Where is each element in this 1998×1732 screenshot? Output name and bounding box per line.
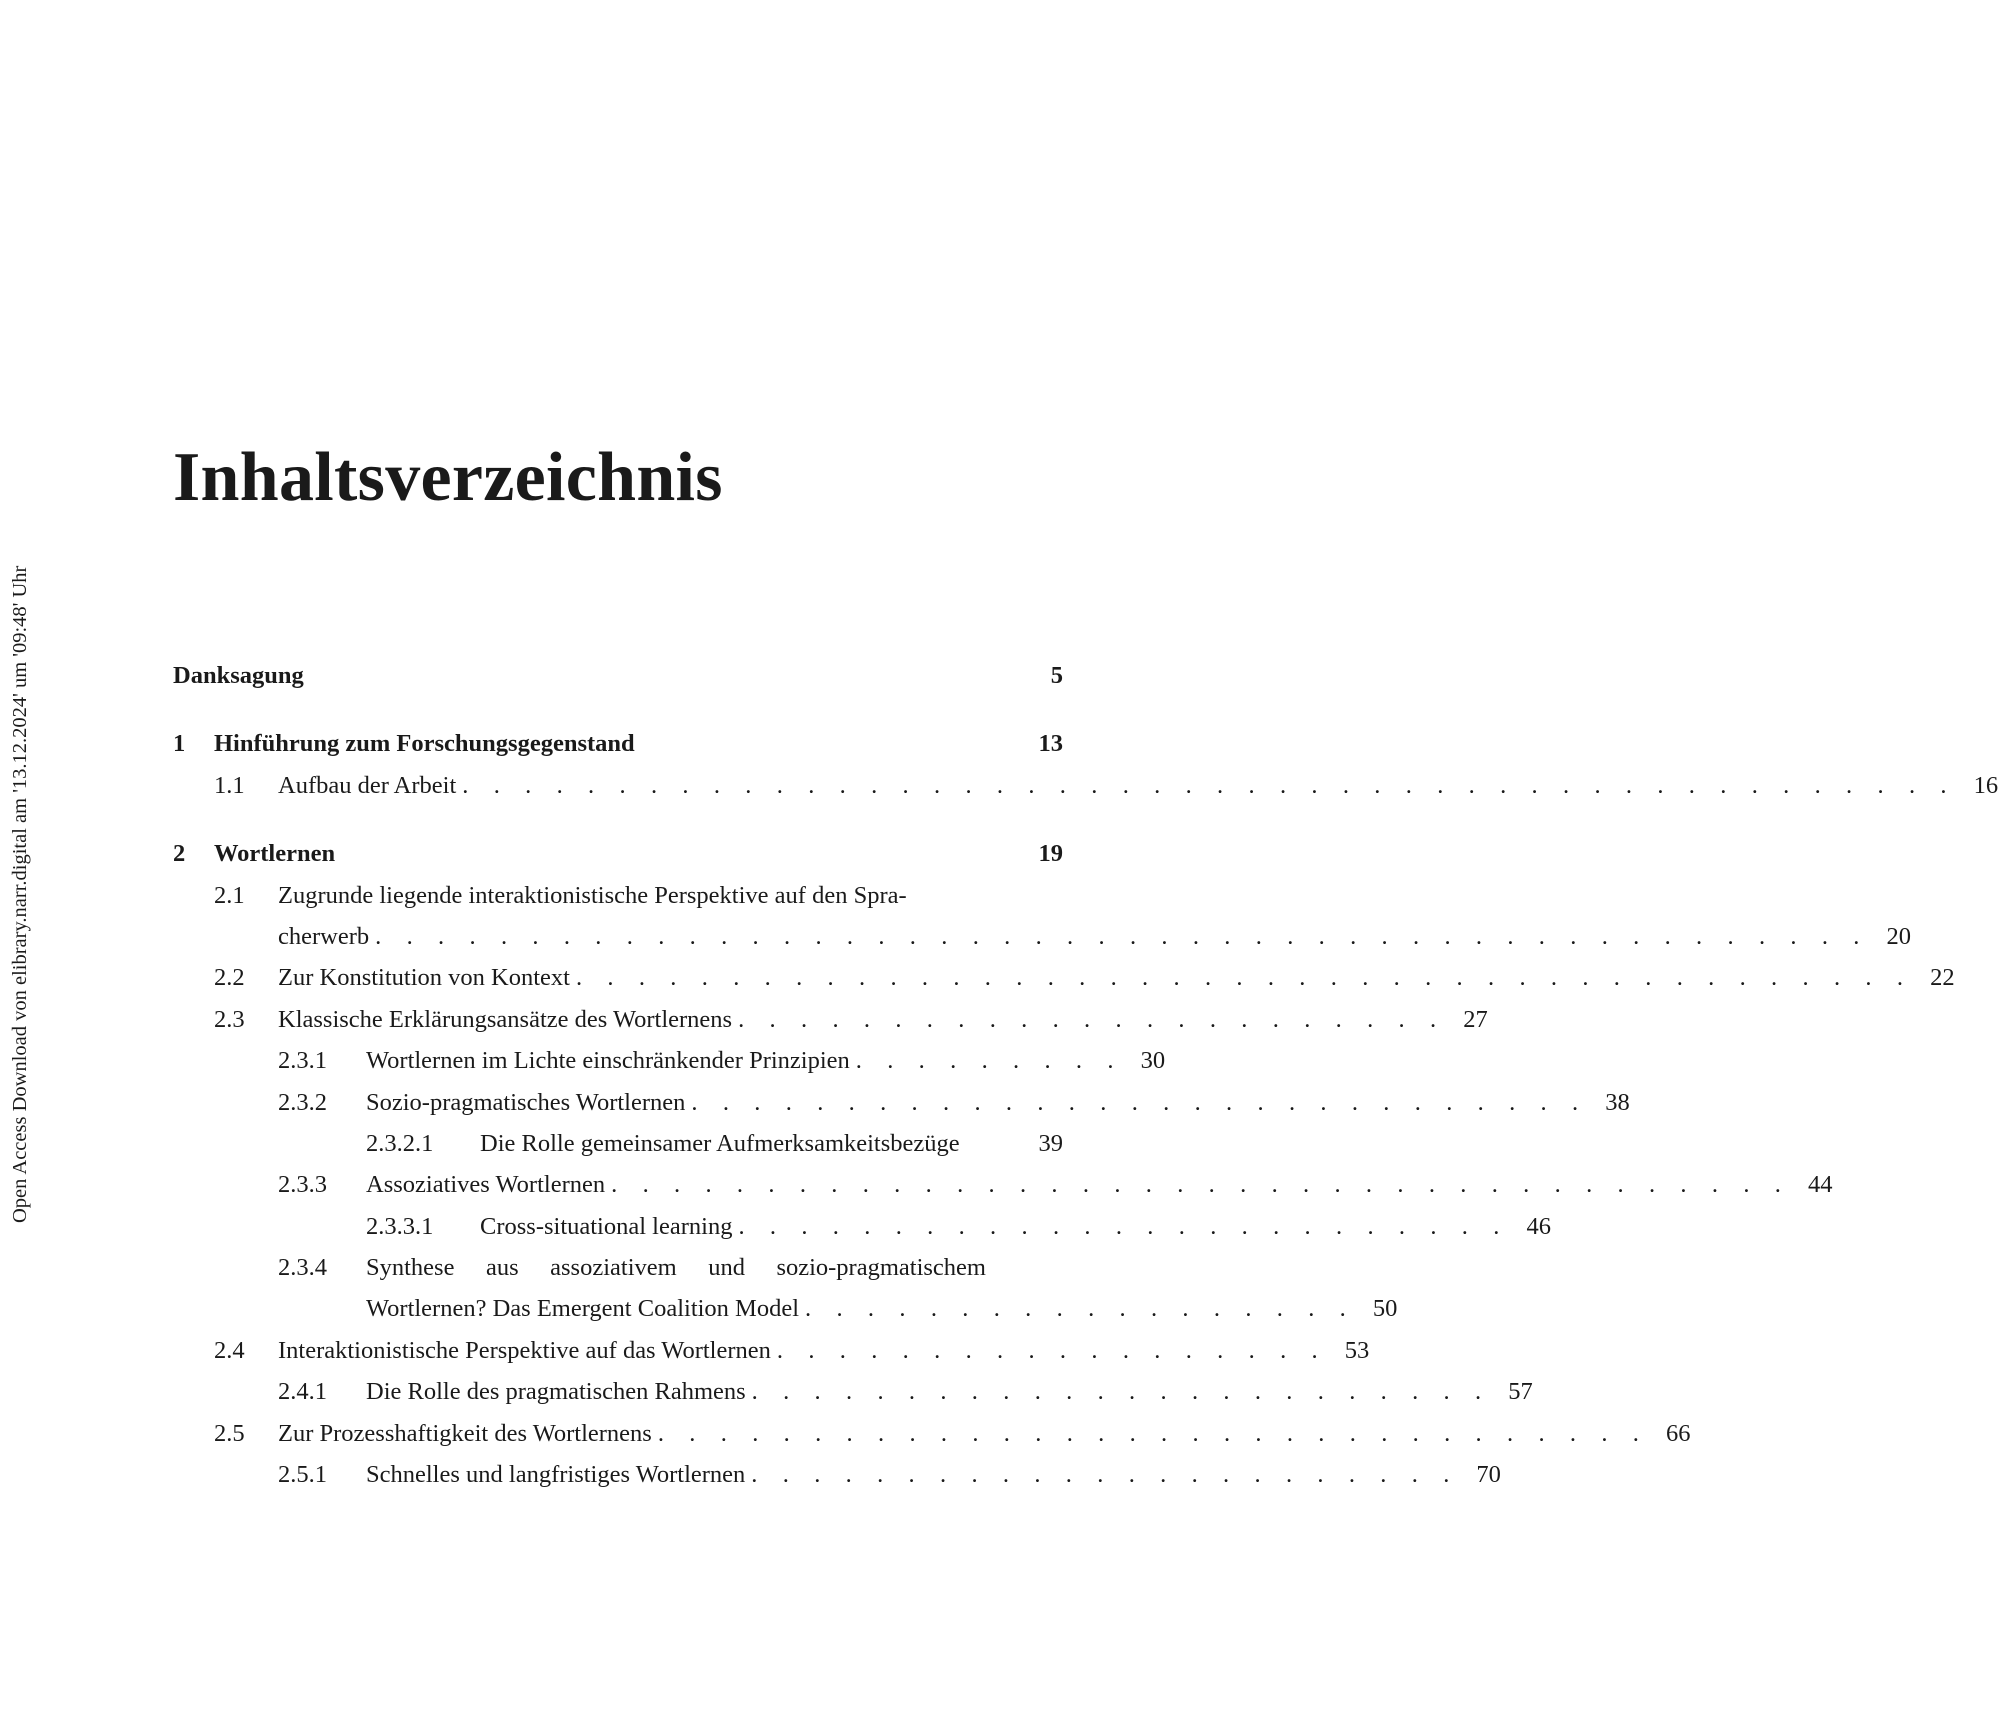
dot-leader: . . . . . . . . . . . . . . . . . . . . . . . . . . . . . . . . — [657, 1419, 1649, 1447]
dot-leader: . . . . . . . . . . . . . . . . . . . . . . . — [751, 1461, 1459, 1489]
toc-entry-title: Cross-situational learning — [480, 1212, 733, 1240]
toc-entry-title-line1: Zugrunde liegende interaktionistische Perspektive auf den Spra- — [278, 881, 907, 909]
toc-entry-title: Danksagung — [173, 662, 304, 689]
toc-entry-2-3-4[interactable] — [173, 1247, 1398, 1330]
download-watermark-text: Open Access Download von elibrary.narr.digital am '13.12.2024' um '09:48' Uhr — [9, 565, 31, 1223]
dot-leader: . . . . . . . . . . . . . . . . . . . . . . . . . . . . . — [691, 1088, 1588, 1116]
toc-entry-number: 2.4.1 — [278, 1378, 327, 1406]
download-watermark — [7, 507, 33, 1223]
toc-entry-page: 13 — [1038, 730, 1063, 758]
toc-entry-1-1[interactable] — [173, 765, 1998, 806]
dot-leader: . . . . . . . . . . . . . . . . . . . . . . . . . . . . . . . . . . . . . . . . . . . . . . . . — [375, 922, 1870, 950]
toc-entry-page: 16 — [1973, 771, 1998, 799]
table-of-contents — [173, 655, 1998, 1495]
toc-entry-title: Die Rolle des pragmatischen Rahmens — [366, 1378, 746, 1406]
toc-entry-2-4-1[interactable] — [173, 1371, 1533, 1412]
dot-leader: . . . . . . . . . . . . . . . . . . — [805, 1295, 1356, 1323]
dot-leader: . . . . . . . . . . . . . . . . . . . . . . . . . — [738, 1212, 1509, 1240]
toc-entry-number: 2 — [173, 840, 186, 868]
toc-entry-number: 1.1 — [214, 771, 245, 799]
toc-entry-page: 66 — [1666, 1419, 1691, 1447]
toc-entry-number: 2.3.3 — [278, 1171, 327, 1199]
toc-entry-2-5[interactable] — [173, 1413, 1691, 1454]
toc-entry-page: 70 — [1476, 1461, 1501, 1489]
toc-entry-title: Hinführung zum Forschungsgegenstand — [214, 730, 635, 758]
toc-entry-2-2[interactable] — [173, 957, 1955, 998]
toc-entry-2-3-2[interactable] — [173, 1082, 1630, 1123]
toc-entry-danksagung[interactable] — [173, 655, 1063, 696]
toc-entry-title: Wortlernen im Lichte einschränkender Prinzipien — [366, 1047, 850, 1075]
toc-entry-number: 2.1 — [214, 881, 245, 909]
toc-entry-page: 53 — [1344, 1336, 1370, 1364]
toc-entry-number: 2.3 — [214, 1005, 245, 1033]
toc-entry-page: 39 — [1038, 1129, 1063, 1157]
toc-entry-page: 5 — [1050, 662, 1063, 689]
toc-entry-2-4[interactable] — [173, 1330, 1370, 1371]
toc-entry-title-line1: Synthese aus assoziativem und sozio-pragmatischem — [366, 1254, 986, 1282]
toc-entry-page: 22 — [1930, 964, 1955, 992]
toc-entry-number: 2.3.2 — [278, 1088, 327, 1116]
dot-leader: . . . . . . . . . — [855, 1047, 1124, 1075]
toc-entry-title: Schnelles und langfristiges Wortlernen — [366, 1461, 746, 1489]
toc-entry-2-3-3-1[interactable] — [173, 1206, 1551, 1247]
toc-entry-page: 30 — [1140, 1047, 1166, 1075]
toc-entry-number: 2.3.2.1 — [366, 1129, 434, 1157]
toc-entry-2-3[interactable] — [173, 999, 1488, 1040]
toc-entry-title: Zur Prozesshaftigkeit des Wortlernens — [278, 1419, 652, 1447]
toc-entry-page: 19 — [1038, 840, 1063, 868]
dot-leader: . . . . . . . . . . . . . . . . . . . . . . . . — [751, 1378, 1491, 1406]
toc-entry-2-3-3[interactable] — [173, 1164, 1833, 1205]
toc-entry-title: Interaktionistische Perspektive auf das Wortlernen — [278, 1336, 771, 1364]
toc-entry-title: Aufbau der Arbeit — [278, 771, 457, 799]
toc-entry-title-line2: cherwerb — [278, 922, 370, 950]
toc-entry-title: Sozio-pragmatisches Wortlernen — [366, 1088, 686, 1116]
toc-entry-2-3-1[interactable] — [173, 1040, 1166, 1081]
dot-leader: . . . . . . . . . . . . . . . . . . . . . . . . . . . . . . . . . . . . . . . . . . . . . . . . — [462, 771, 1957, 799]
dot-leader: . . . . . . . . . . . . . . . . . . . . . . . — [738, 1005, 1446, 1033]
toc-entry-page: 44 — [1808, 1171, 1833, 1199]
toc-entry-title: Zur Konstitution von Kontext — [278, 964, 570, 992]
toc-entry-page: 27 — [1463, 1005, 1488, 1033]
toc-entry-number: 2.3.1 — [278, 1047, 327, 1075]
toc-entry-2-5-1[interactable] — [173, 1454, 1501, 1495]
toc-entry-title: Wortlernen — [214, 840, 336, 868]
page-title: Inhaltsverzeichnis — [173, 439, 723, 516]
dot-leader: . . . . . . . . . . . . . . . . . . . . . . . . . . . . . . . . . . . . . . . . . . . — [575, 964, 1913, 992]
dot-leader: . . . . . . . . . . . . . . . . . . — [776, 1336, 1328, 1364]
toc-entry-title: Assoziatives Wortlernen — [366, 1171, 606, 1199]
toc-entry-number: 2.3.4 — [278, 1254, 327, 1282]
toc-entry-2-3-2-1[interactable] — [173, 1123, 1063, 1164]
toc-entry-2-1[interactable] — [173, 875, 1912, 958]
toc-entry-chapter-1[interactable] — [173, 723, 1063, 764]
toc-entry-page: 57 — [1508, 1378, 1533, 1406]
toc-entry-title: Klassische Erklärungsansätze des Wortlernens — [278, 1005, 733, 1033]
toc-entry-page: 38 — [1605, 1088, 1630, 1116]
toc-entry-chapter-2[interactable] — [173, 833, 1063, 874]
toc-entry-number: 2.2 — [214, 964, 245, 992]
toc-entry-number: 2.5 — [214, 1419, 245, 1447]
toc-entry-page: 20 — [1886, 922, 1912, 950]
toc-entry-number: 2.3.3.1 — [366, 1212, 434, 1240]
toc-entry-page: 46 — [1526, 1212, 1551, 1240]
toc-entry-number: 1 — [173, 730, 186, 758]
dot-leader: . . . . . . . . . . . . . . . . . . . . . . . . . . . . . . . . . . . . . . — [611, 1171, 1791, 1199]
toc-entry-title-line2: Wortlernen? Das Emergent Coalition Model — [366, 1295, 800, 1323]
toc-entry-number: 2.4 — [214, 1336, 245, 1364]
toc-entry-title: Die Rolle gemeinsamer Aufmerksamkeitsbezüge — [480, 1129, 960, 1157]
toc-entry-number: 2.5.1 — [278, 1461, 327, 1489]
toc-entry-page: 50 — [1372, 1295, 1398, 1323]
